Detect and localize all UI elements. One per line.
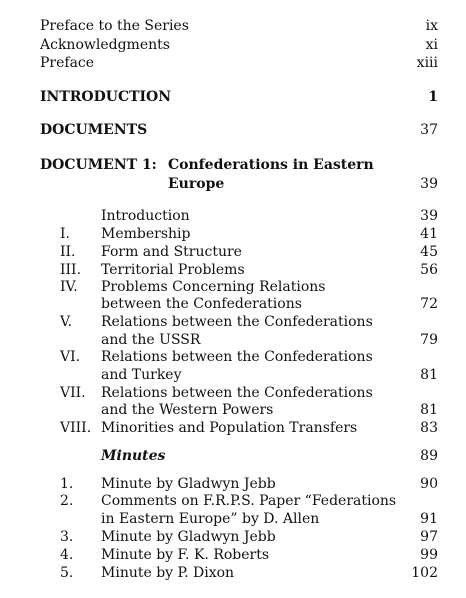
section-label: Introduction xyxy=(101,208,190,224)
section-label: Relations between the Confederations xyxy=(101,385,373,401)
section-page: 83 xyxy=(420,420,438,436)
section-number: IV. xyxy=(60,279,78,295)
section-label: Membership xyxy=(101,226,191,242)
minute-label: Comments on F.R.P.S. Paper “Federations xyxy=(101,493,397,509)
toc-heading-documents: DOCUMENTS xyxy=(40,122,148,138)
document-title-line1: Confederations in Eastern xyxy=(168,157,374,173)
section-number: V. xyxy=(60,314,73,330)
section-page: 41 xyxy=(420,226,438,242)
toc-entry-label: Acknowledgments xyxy=(40,37,170,53)
section-label: Minorities and Population Transfers xyxy=(101,420,358,436)
toc-entry-label: Preface to the Series xyxy=(40,18,189,34)
section-page: 81 xyxy=(420,367,438,383)
section-page: 79 xyxy=(420,332,438,348)
minute-page: 90 xyxy=(420,476,438,492)
minute-number: 5. xyxy=(60,565,74,581)
minutes-heading-page: 89 xyxy=(420,448,438,464)
document-page: 39 xyxy=(420,176,438,192)
minute-label: Minute by F. K. Roberts xyxy=(101,547,270,563)
section-page: 72 xyxy=(420,296,438,312)
toc-entry-page: ix xyxy=(425,18,438,34)
section-label: Relations between the Confederations xyxy=(101,349,373,365)
section-label-continued: and the Western Powers xyxy=(101,402,274,418)
section-page: 39 xyxy=(420,208,438,224)
toc-heading-introduction: INTRODUCTION xyxy=(40,89,172,105)
section-label: Form and Structure xyxy=(101,244,242,260)
section-label: Problems Concerning Relations xyxy=(101,279,326,295)
section-label-continued: between the Confederations xyxy=(101,296,302,312)
section-label: Territorial Problems xyxy=(101,262,245,278)
minute-page: 99 xyxy=(420,547,438,563)
section-number: VIII. xyxy=(60,420,92,436)
section-page: 45 xyxy=(420,244,438,260)
minute-label-continued: in Eastern Europe” by D. Allen xyxy=(101,511,320,527)
minute-label: Minute by Gladwyn Jebb xyxy=(101,476,276,492)
minute-number: 3. xyxy=(60,529,74,545)
section-page: 81 xyxy=(420,402,438,418)
minute-number: 4. xyxy=(60,547,74,563)
toc-heading-page: 1 xyxy=(428,89,438,105)
minute-page: 97 xyxy=(420,529,438,545)
minute-number: 1. xyxy=(60,476,74,492)
section-number: III. xyxy=(60,262,82,278)
section-page: 56 xyxy=(420,262,438,278)
section-label: Relations between the Confederations xyxy=(101,314,373,330)
minute-page: 102 xyxy=(411,565,438,581)
section-number: II. xyxy=(60,244,76,260)
document-title-line2: Europe xyxy=(168,176,225,192)
section-number: VI. xyxy=(60,349,81,365)
section-label-continued: and Turkey xyxy=(101,367,182,383)
section-number: I. xyxy=(60,226,70,242)
minute-label: Minute by P. Dixon xyxy=(101,565,235,581)
minute-number: 2. xyxy=(60,493,74,509)
minutes-heading: Minutes xyxy=(101,448,166,464)
section-label-continued: and the USSR xyxy=(101,332,201,348)
toc-heading-page: 37 xyxy=(420,122,438,138)
section-number: VII. xyxy=(60,385,86,401)
minute-page: 91 xyxy=(420,511,438,527)
toc-entry-page: xi xyxy=(425,37,438,53)
toc-entry-page: xiii xyxy=(416,55,438,71)
document-prefix: DOCUMENT 1: xyxy=(40,157,157,173)
minute-label: Minute by Gladwyn Jebb xyxy=(101,529,276,545)
toc-entry-label: Preface xyxy=(40,55,95,71)
